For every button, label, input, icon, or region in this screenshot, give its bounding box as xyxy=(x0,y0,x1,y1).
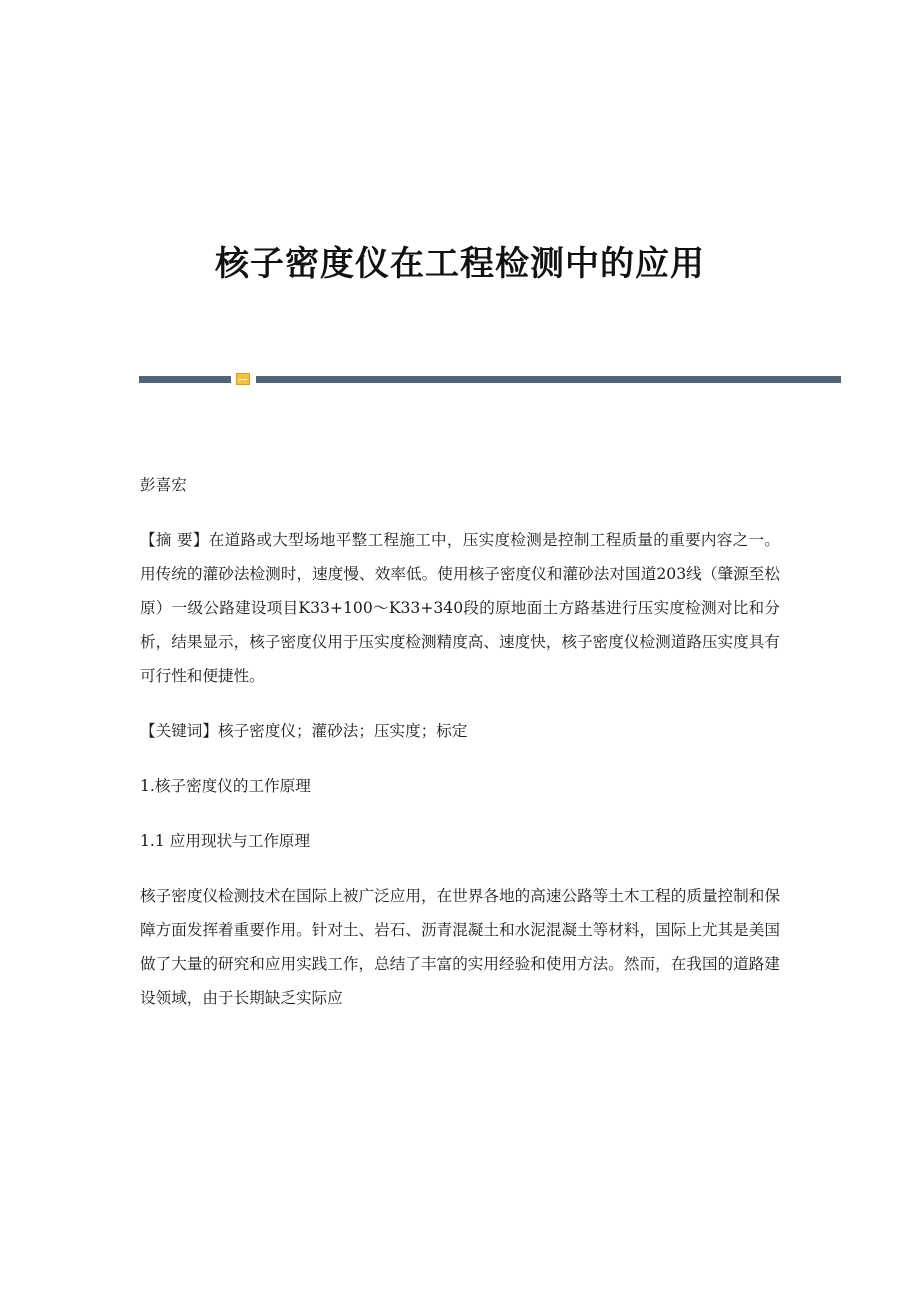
keywords-paragraph xyxy=(140,714,780,748)
document-body xyxy=(140,468,780,1036)
keywords-text: 核子密度仪；灌砂法；压实度；标定 xyxy=(217,722,468,740)
divider-bar-right xyxy=(256,376,841,383)
body-paragraph: 核子密度仪检测技术在国际上被广泛应用，在世界各地的高速公路等土木工程的质量控制和保障方面发挥着重要作用。针对土、岩石、沥青混凝土和水泥混凝土等材料，国际上尤其是美国做了大量的研究和应用实践工作，总结了丰富的实用经验和使用方法。然而，在我国的道路建设领域，由于长期缺乏实际应 xyxy=(140,887,780,1007)
subsection-heading: 1.1 应用现状与工作原理 xyxy=(140,832,311,850)
document-title: 核子密度仪在工程检测中的应用 xyxy=(215,243,705,284)
keywords-label: 【关键词】 xyxy=(140,722,218,740)
divider-bar-left xyxy=(139,376,231,383)
title-divider xyxy=(139,373,841,385)
section-heading: 1.核子密度仪的工作原理 xyxy=(140,777,311,795)
divider-ornament-icon xyxy=(236,373,250,385)
author-name: 彭喜宏 xyxy=(140,476,187,494)
abstract-label: 【摘 要】 xyxy=(140,531,209,549)
abstract-paragraph xyxy=(140,523,780,693)
abstract-text: 在道路或大型场地平整工程施工中，压实度检测是控制工程质量的重要内容之一。用传统的灌砂法检测时，速度慢、效率低。使用核子密度仪和灌砂法对国道203线（肇源至松原）一级公路建设项目K33+100～K33+340段的原地面土方路基进行压实度检测对比和分析，结果显示，核子密度仪用于压实度检测精度高、速度快，核子密度仪检测道路压实度具有可行性和便捷性。 xyxy=(140,531,780,685)
